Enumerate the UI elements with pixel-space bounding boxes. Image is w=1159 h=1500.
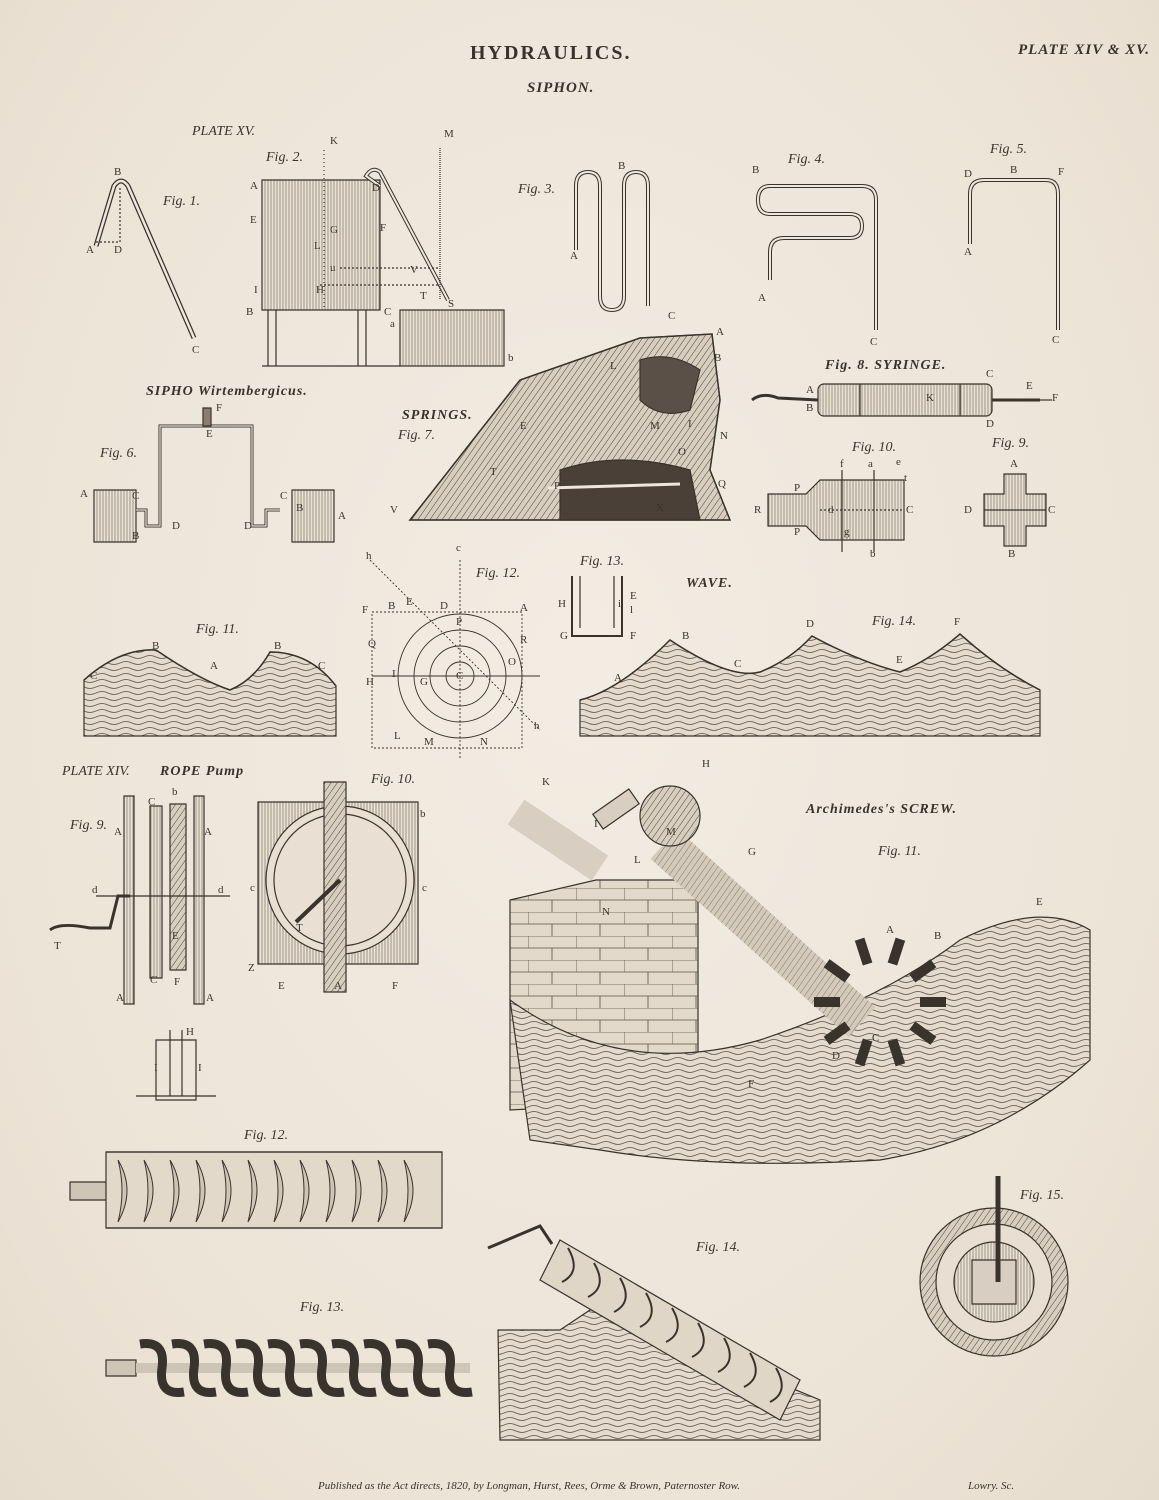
label-f1-D: D [114,244,122,256]
label-f7-V: V [390,504,398,516]
caption-fig-10-siphon: Fig. 10. [852,440,896,455]
label-p10-Z: Z [248,962,255,974]
caption-fig-14-siphon: Fig. 14. [872,614,916,629]
label-f7-X: X [656,502,664,514]
label-f11-C-right: C [318,660,326,672]
label-f6-D-right: D [244,520,252,532]
section-wave: WAVE. [686,576,733,591]
label-f12-E: E [406,596,413,608]
label-f10-a: a [868,458,873,470]
caption-fig-11-siphon: Fig. 11. [196,622,239,637]
label-p10-A: A [334,980,342,992]
caption-fig-15-screw: Fig. 15. [1020,1188,1064,1203]
label-f13-E: E [630,590,637,602]
section-springs: SPRINGS. [402,408,473,423]
label-f12-N: N [480,736,488,748]
label-f2-D: D [372,182,380,194]
plate-reference: PLATE XIV & XV. [1018,42,1150,58]
label-rp-F: F [174,976,181,988]
publisher-imprint: Published as the Act directs, 1820, by Longman, Hurst, Rees, Orme & Brown, Paternoster Row. [318,1480,740,1492]
label-f13-G: G [560,630,568,642]
label-f12-L: L [394,730,401,742]
label-f12-G: G [420,676,428,688]
label-f2-E: E [250,214,257,226]
label-rp-I-right: I [198,1062,202,1074]
label-f12-B: B [388,600,396,612]
label-f4-B: B [752,164,760,176]
label-f12-h-bottom: h [534,720,540,732]
caption-fig-5: Fig. 5. [990,142,1027,157]
label-f10-b: b [870,548,876,560]
label-rp-I-left: I [154,1062,158,1074]
label-f12-F: F [362,604,369,616]
caption-fig-9-siphon: Fig. 9. [992,436,1029,451]
label-f2-I: I [254,284,258,296]
caption-fig-2: Fig. 2. [266,150,303,165]
label-rp-H: H [186,1026,194,1038]
caption-fig-4: Fig. 4. [788,152,825,167]
caption-fig-3: Fig. 3. [518,182,555,197]
label-rp-C-bottom: C [150,974,158,986]
section-rope-pump: ROPE Pump [160,764,245,779]
label-f7-O: O [678,446,686,458]
caption-fig-7: Fig. 7. [398,428,435,443]
label-rp-T: T [54,940,61,952]
label-f10-P-bottom: P [794,526,801,538]
label-f2-V: V [410,264,418,276]
label-f8-B: B [806,402,814,414]
label-rp-A-right: A [204,826,212,838]
label-f2-S: S [448,298,455,310]
label-f7-I: I [688,418,692,430]
label-f2-G: G [330,224,338,236]
label-rp-A-left: A [114,826,122,838]
label-f12-c: c [456,542,461,554]
label-as-E: E [1036,896,1043,908]
label-f7-L: L [610,360,617,372]
label-f14-A: A [614,672,622,684]
caption-fig-12-siphon: Fig. 12. [476,566,520,581]
label-f6-E: E [206,428,213,440]
label-f14-D: D [806,618,814,630]
label-f2-B: B [246,306,254,318]
label-p10-c-left: c [250,882,255,894]
label-f10-e: e [896,456,901,468]
label-f2-F: F [380,222,387,234]
label-as-C: C [872,1032,880,1044]
label-f6-A-right: A [338,510,346,522]
label-f6-B-left: B [132,530,140,542]
label-f13-H: H [558,598,566,610]
label-f14-C: C [734,658,742,670]
label-f5-D: D [964,168,972,180]
caption-fig-14-screw: Fig. 14. [696,1240,740,1255]
label-f3-B: B [618,160,626,172]
label-f2-A: A [250,180,258,192]
label-f5-B: B [1010,164,1018,176]
label-f10-C: C [906,504,914,516]
label-as-I: I [594,818,598,830]
label-f12-Q: Q [368,638,376,650]
caption-fig-1: Fig. 1. [163,194,200,209]
label-f9-D: D [964,504,972,516]
label-f10-f-top: f [840,458,844,470]
label-as-D: D [832,1050,840,1062]
label-rp-E: E [172,930,179,942]
label-f2-b: b [508,352,514,364]
plate-title: HYDRAULICS. [470,42,632,64]
label-f12-A: A [520,602,528,614]
label-rp-d-left: d [92,884,98,896]
label-p10-T: T [296,922,303,934]
label-f3-A: A [570,250,578,262]
label-f12-O: O [508,656,516,668]
caption-fig-10-pump: Fig. 10. [371,772,415,787]
label-f8-A: A [806,384,814,396]
label-f10-d: d [828,504,834,516]
label-f10-g: g [844,526,850,538]
label-f4-C: C [870,336,878,348]
label-f1-A: A [86,244,94,256]
label-f6-A-left: A [80,488,88,500]
label-f11-B-right: B [274,640,282,652]
label-f2-C: C [384,306,392,318]
label-f2-u: u [330,262,336,274]
label-f6-F: F [216,402,223,414]
label-f13-F: F [630,630,637,642]
label-f2-K: K [330,135,338,147]
label-f7-M: M [650,420,660,432]
label-f8-C: C [986,368,994,380]
label-as-H: H [702,758,710,770]
section-sipho: SIPHO Wirtembergicus. [146,384,308,399]
label-as-K: K [542,776,550,788]
label-f12-P: P [456,616,463,628]
label-as-L: L [634,854,641,866]
label-f6-D-left: D [172,520,180,532]
label-f7-N: N [720,430,728,442]
caption-fig-13-siphon: Fig. 13. [580,554,624,569]
label-f10-R: R [754,504,762,516]
label-f8-K: K [926,392,934,404]
label-f2-M: M [444,128,454,140]
label-f9-B: B [1008,548,1016,560]
label-f14-E: E [896,654,903,666]
label-f7-A: A [716,326,724,338]
label-f12-M: M [424,736,434,748]
label-f12-D: D [440,600,448,612]
label-f12-I: I [392,668,396,680]
section-plate-xiv: PLATE XIV. [62,764,130,779]
label-f11-B-left: B [152,640,160,652]
label-f2-T: T [420,290,427,302]
caption-fig-11-screw: Fig. 11. [878,844,921,859]
label-f12-H: H [366,676,374,688]
plate-subtitle: SIPHON. [527,80,595,96]
label-f12-C: C [456,670,464,682]
label-as-A: A [886,924,894,936]
caption-fig-12-screw: Fig. 12. [244,1128,288,1143]
label-f2-H: H [316,284,324,296]
label-f12-h-top: h [366,550,372,562]
label-f4-A: A [758,292,766,304]
label-as-F: F [748,1078,755,1090]
label-f9-A: A [1010,458,1018,470]
label-f3-C: C [668,310,676,322]
label-f8-E: E [1026,380,1033,392]
label-as-G: G [748,846,756,858]
label-p10-F: F [392,980,399,992]
section-plate-xv: PLATE XV. [192,124,256,139]
label-f1-B: B [114,166,122,178]
label-f7-Q: Q [718,478,726,490]
label-rp-d-right: d [218,884,224,896]
label-f6-C-right: C [280,490,288,502]
section-archimedes-screw: Archimedes's SCREW. [806,802,957,817]
label-f6-B-right: B [296,502,304,514]
label-f14-F: F [954,616,961,628]
label-f7-T: T [490,466,497,478]
label-f11-C-left: C [90,670,98,682]
caption-fig-6: Fig. 6. [100,446,137,461]
label-f10-t: t [904,472,908,484]
label-f13-l: l [630,604,634,616]
label-f7-B: B [714,352,722,364]
label-f12-R: R [520,634,528,646]
label-as-B: B [934,930,942,942]
caption-fig-13-screw: Fig. 13. [300,1300,344,1315]
label-p10-E: E [278,980,285,992]
label-p10-b: b [420,808,426,820]
label-f5-C: C [1052,334,1060,346]
label-rp-C: C [148,796,156,808]
caption-fig-9-pump: Fig. 9. [70,818,107,833]
section-syringe: Fig. 8. SYRINGE. [825,358,947,373]
label-as-M: M [666,826,676,838]
label-f10-P-top: P [794,482,801,494]
label-f13-i: i [618,598,622,610]
label-f1-C: C [192,344,200,356]
label-rp-A-bottom-left: A [116,992,124,1004]
label-as-N: N [602,906,610,918]
label-rp-A-bottom-right: A [206,992,214,1004]
label-f7-P: P [554,480,561,492]
label-f6-C-left: C [132,490,140,502]
label-f8-F: F [1052,392,1059,404]
label-f7-E: E [520,420,527,432]
engraver-credit: Lowry. Sc. [968,1480,1015,1492]
label-f2-L: L [314,240,321,252]
label-f8-D: D [986,418,994,430]
label-f14-B: B [682,630,690,642]
label-f9-C: C [1048,504,1056,516]
label-f5-A: A [964,246,972,258]
label-p10-c-right: c [422,882,427,894]
label-rp-b: b [172,786,178,798]
label-f11-A: A [210,660,218,672]
label-f5-F: F [1058,166,1065,178]
label-f2-a: a [390,318,395,330]
